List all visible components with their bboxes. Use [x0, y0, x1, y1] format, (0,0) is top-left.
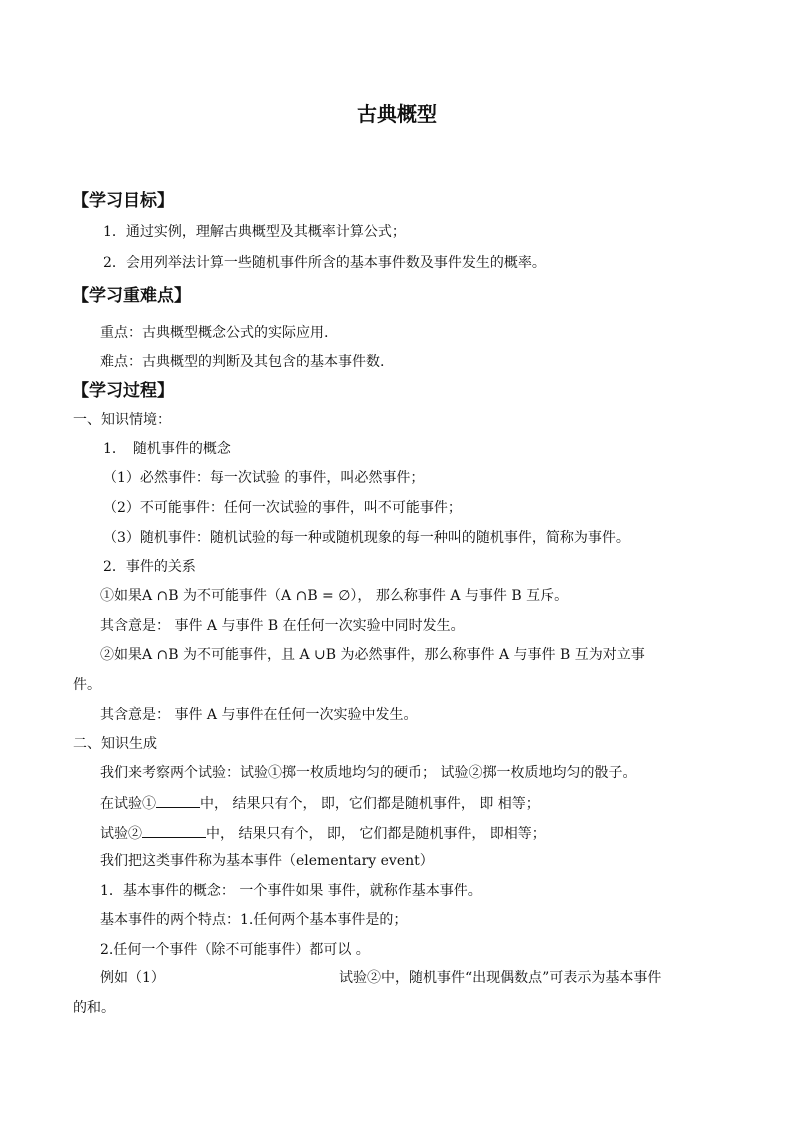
page-title: 古典概型 [357, 102, 437, 126]
definition-impossible-event: （2）不可能事件：任何一次试验的事件，叫不可能事件； [103, 500, 462, 516]
experiment-1-text: 中， 结果只有个， 即，它们都是随机事件， 即 相等； [200, 796, 540, 812]
blank-field [142, 823, 206, 838]
experiment-1-label: 在试验① [100, 796, 156, 812]
example-text: 试验②中，随机事件“出现偶数点”可表示为基本事件 [339, 970, 662, 986]
basic-event-feature-2: 2.任何一个事件（除不可能事件）都可以 。 [100, 942, 370, 958]
section-heading-process: 【学习过程】 [72, 381, 174, 401]
basic-event-term: 我们把这类事件称为基本事件（elementary event） [100, 853, 434, 869]
goal-item-1: 1．通过实例，理解古典概型及其概率计算公式； [103, 224, 406, 240]
relation-complementary-line-1: ②如果A ∩B 为不可能事件，且 A ∪B 为必然事件，那么称事件 A 与事件 B 互为对立事 [100, 647, 645, 663]
relation-complementary-line-2: 件。 [73, 677, 101, 693]
example-label: 例如（1） [100, 970, 165, 986]
part1-heading: 一、知识情境： [73, 412, 171, 428]
key-point-difficulty: 难点：古典概型的判断及其包含的基本事件数. [100, 354, 385, 370]
meaning-2: 其含意是： 事件 A 与事件在任何一次实验中发生。 [100, 707, 418, 723]
part1-item-1: 1． 随机事件的概念 [103, 441, 231, 457]
blank-field [156, 793, 200, 808]
experiment-2-line [100, 823, 546, 843]
definition-certain-event: （1）必然事件：每一次试验 的事件，叫必然事件； [103, 470, 425, 486]
part2-heading: 二、知识生成 [73, 736, 157, 752]
experiment-2-label: 试验② [100, 826, 142, 842]
basic-event-concept: 1．基本事件的概念： 一个事件如果 事件，就称作基本事件。 [100, 883, 482, 899]
experiment-1-line [100, 793, 540, 813]
example-text-end: 的和。 [73, 1000, 115, 1016]
basic-event-features: 基本事件的两个特点：1.任何两个基本事件是的； [100, 912, 408, 928]
definition-random-event: （3）随机事件：随机试验的每一种或随机现象的每一种叫的随机事件，简称为事件。 [103, 530, 630, 546]
key-point-focus: 重点：古典概型概念公式的实际应用. [100, 325, 329, 341]
section-heading-key-points: 【学习重难点】 [72, 286, 191, 306]
goal-item-2: 2．会用列举法计算一些随机事件所含的基本事件数及事件发生的概率。 [103, 255, 546, 271]
meaning-1: 其含意是： 事件 A 与事件 B 在任何一次实验中同时发生。 [100, 618, 465, 634]
section-heading-goals: 【学习目标】 [72, 191, 174, 211]
experiment-2-text: 中， 结果只有个， 即， 它们都是随机事件， 即相等； [206, 826, 546, 842]
relation-mutually-exclusive: ①如果A ∩B 为不可能事件（A ∩B = ∅）， 那么称事件 A 与事件 B 互斥。 [100, 588, 569, 604]
part1-item-2: 2．事件的关系 [103, 559, 196, 575]
experiments-intro: 我们来考察两个试验：试验①掷一枚质地均匀的硬币； 试验②掷一枚质地均匀的骰子。 [100, 765, 637, 781]
